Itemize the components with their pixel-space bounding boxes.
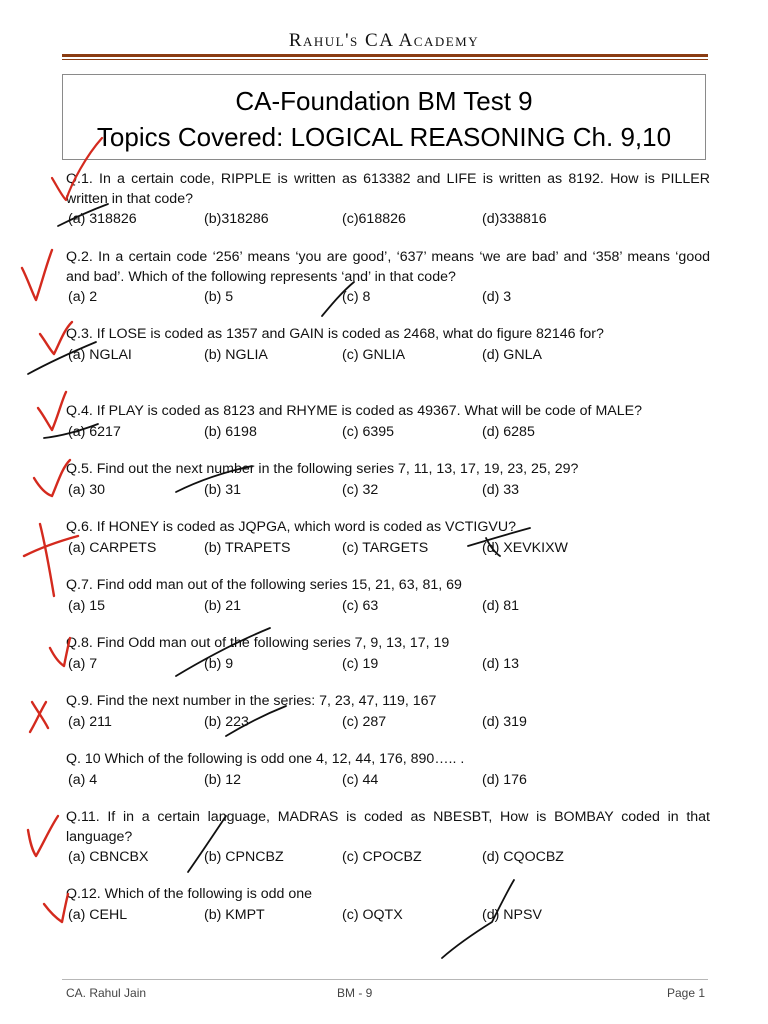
option-c: (c) TARGETS	[342, 539, 429, 556]
option-b: (b) 31	[204, 481, 242, 498]
title-box	[62, 74, 706, 160]
question-11	[66, 808, 710, 867]
option-a: (a) CARPETS	[68, 539, 157, 556]
option-b: (b) 5	[204, 289, 234, 305]
topics-title: Topics Covered: LOGICAL REASONING Ch. 9,10	[96, 122, 672, 152]
option-b: (b) 6198	[204, 423, 257, 440]
red-tick-q2	[22, 250, 52, 300]
option-a: (a) 15	[68, 597, 106, 614]
option-c: (c) 63	[342, 597, 379, 614]
question-7	[66, 576, 710, 616]
option-b: (b) 223	[204, 713, 249, 730]
option-b: (b) CPNCBZ	[204, 849, 284, 865]
test-title: CA-Foundation BM Test 9	[235, 86, 533, 116]
options-row	[66, 480, 710, 500]
option-b: (b) 21	[204, 597, 242, 614]
options-row	[66, 596, 710, 616]
red-tick-q11	[28, 816, 58, 856]
option-d: (d) 81	[482, 597, 520, 614]
footer-page-number: Page 1	[667, 986, 706, 1000]
question-text: Q.1. In a certain code, RIPPLE is written as 613382 and LIFE is written as 8192. How is PILLER written in that code?	[66, 171, 710, 207]
option-b: (b) KMPT	[204, 906, 265, 923]
option-d: (d) 3	[482, 289, 512, 305]
question-text: Q.2. In a certain code ‘256’ means ‘you are good’, ‘637’ means ‘we are bad’ and ‘358’ means ‘good and bad’. Which of the following represents ‘and’ in that code?	[66, 249, 710, 285]
options-row	[66, 770, 710, 790]
red-tick-q4	[38, 392, 66, 430]
option-a: (a) 4	[68, 771, 98, 788]
question-9	[66, 692, 710, 732]
option-a: (a) CBNCBX	[68, 849, 149, 865]
option-c: (c) 19	[342, 655, 379, 672]
header-rule-thick	[62, 54, 708, 57]
question-2	[66, 248, 710, 307]
option-b: (b) 9	[204, 655, 234, 672]
red-cross-q9	[30, 702, 48, 732]
question-8	[66, 634, 710, 674]
option-d: (d) 13	[482, 655, 520, 672]
option-b: (b) TRAPETS	[204, 539, 291, 556]
option-c: (c)618826	[342, 211, 406, 227]
option-a: (a) 211	[68, 713, 112, 730]
option-d: (d) GNLA	[482, 346, 542, 363]
question-6	[66, 518, 710, 558]
options-row	[66, 712, 710, 732]
option-c: (c) GNLIA	[342, 346, 406, 363]
option-d: (d) CQOCBZ	[482, 849, 564, 865]
question-text: Q. 10 Which of the following is odd one 4, 12, 44, 176, 890….. .	[66, 751, 465, 767]
footer-rule	[62, 979, 708, 980]
question-text: Q.11. If in a certain language, MADRAS is coded as NBESBT, How is BOMBAY coded in that language?	[66, 809, 710, 845]
option-a: (a) 318826	[68, 211, 137, 227]
option-b: (b)318286	[204, 211, 269, 227]
question-text: Q.7. Find odd man out of the following series 15, 21, 63, 81, 69	[66, 577, 462, 593]
options-row	[66, 209, 710, 229]
option-c: (c) 6395	[342, 423, 395, 440]
option-c: (c) 8	[342, 289, 371, 305]
option-c: (c) CPOCBZ	[342, 849, 422, 865]
option-d: (d) 176	[482, 771, 527, 788]
option-b: (b) NGLIA	[204, 346, 268, 363]
options-row	[66, 422, 710, 442]
question-1	[66, 170, 710, 229]
question-10	[66, 750, 710, 790]
footer-test-code: BM - 9	[337, 986, 373, 1000]
red-tick-q5	[34, 460, 70, 496]
question-12	[66, 885, 710, 925]
option-c: (c) 287	[342, 713, 387, 730]
option-d: (d) 6285	[482, 423, 535, 440]
footer-author: CA. Rahul Jain	[66, 986, 147, 1000]
options-row	[66, 905, 710, 925]
option-a: (a) CEHL	[68, 906, 128, 923]
question-5	[66, 460, 710, 500]
question-text: Q.6. If HONEY is coded as JQPGA, which word is coded as VCTIGVU?	[66, 519, 516, 535]
red-tick-q12	[44, 894, 68, 922]
question-text: Q.5. Find out the next number in the following series 7, 11, 13, 17, 19, 23, 25, 29?	[66, 461, 579, 477]
option-c: (c) 44	[342, 771, 379, 788]
option-a: (a) 7	[68, 655, 98, 672]
option-c: (c) OQTX	[342, 906, 403, 923]
option-b: (b) 12	[204, 771, 242, 788]
option-a: (a) NGLAI	[68, 346, 132, 363]
question-4	[66, 402, 710, 442]
academy-header: Rahul's CA Academy	[288, 30, 480, 51]
options-row	[66, 538, 710, 558]
question-text: Q.8. Find Odd man out of the following series 7, 9, 13, 17, 19	[66, 635, 450, 651]
option-a: (a) 2	[68, 289, 98, 305]
question-text: Q.4. If PLAY is coded as 8123 and RHYME is coded as 49367. What will be code of MALE?	[66, 403, 642, 419]
options-row	[66, 287, 710, 307]
option-d: (d) 319	[482, 713, 527, 730]
option-d: (d) NPSV	[482, 906, 542, 923]
options-row	[66, 847, 710, 867]
question-text: Q.3. If LOSE is coded as 1357 and GAIN is coded as 2468, what do figure 82146 for?	[66, 326, 604, 342]
options-row	[66, 345, 710, 365]
question-text: Q.9. Find the next number in the series: 7, 23, 47, 119, 167	[66, 693, 437, 709]
question-3	[66, 325, 710, 365]
question-text: Q.12. Which of the following is odd one	[66, 886, 313, 902]
option-c: (c) 32	[342, 481, 379, 498]
option-a: (a) 6217	[68, 423, 121, 440]
header-rule-thin	[62, 59, 708, 60]
option-d: (d) XEVKIXW	[482, 539, 568, 556]
option-a: (a) 30	[68, 481, 106, 498]
option-d: (d) 33	[482, 481, 520, 498]
options-row	[66, 654, 710, 674]
option-d: (d)338816	[482, 211, 547, 227]
